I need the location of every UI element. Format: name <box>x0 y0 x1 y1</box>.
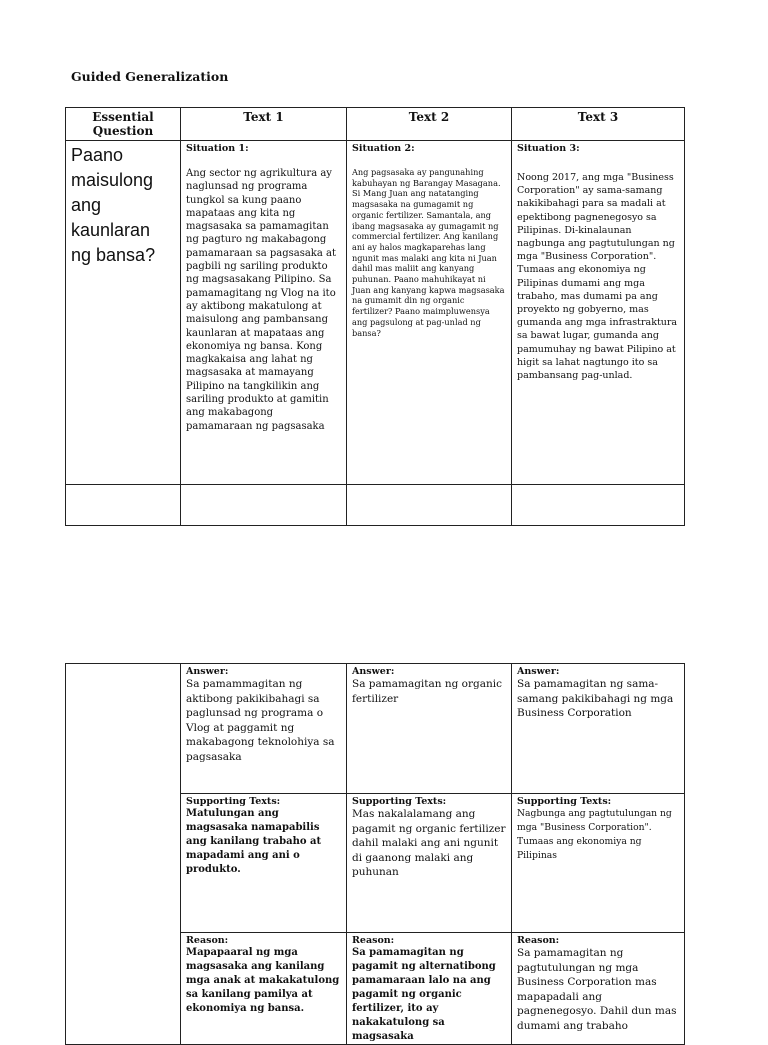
supporting-2-cell <box>347 794 512 933</box>
left-empty-cell <box>66 664 181 1045</box>
header-row <box>66 108 685 141</box>
answer-2-text: Sa pamamagitan ng organic fertilizer <box>352 678 503 705</box>
supporting-1-label: Supporting Texts: <box>186 796 281 807</box>
reason-1-text: Mapapaaral ng mga magsasaka ang kanilang mga anak at makakatulong sa kanilang pamilya at ekonomiya ng bansa. <box>186 947 340 1014</box>
supporting-3-label: Supporting Texts: <box>517 796 612 807</box>
supporting-1-text: Matulungan ang magsasaka namapabilis ang kanilang trabaho at mapadami ang ani o produkto. <box>186 808 322 875</box>
situation-3-text: Noong 2017, ang mga "Business Corporation" ay sama-samang nakikibahagi para sa madali at epektibong pagnenegosyo sa Pilipinas. Di-kinalaunan nagbunga ang pagtutulungan ng mga "Business Corporation". Tumaas ang ekonomiya ng Pilipinas dumami ang mga trabaho, mas dumami pa ang proyekto ng gobyerno, mas gumanda ang mga infrastraktura sa bawat lugar, gumanda ang pamumuhay ng bawat Pilipino at higit sa lahat nagtungo ito sa pambansang pag-unlad. <box>517 172 678 382</box>
situation-1-cell <box>181 141 347 485</box>
empty-cell <box>66 485 181 526</box>
answer-2-cell <box>347 664 512 794</box>
answers-table <box>65 663 685 1045</box>
supporting-3-cell <box>512 794 685 933</box>
answer-2-label: Answer: <box>352 666 395 677</box>
situation-2-label: Situation 2: <box>352 143 415 154</box>
situation-3-cell <box>512 141 685 485</box>
situation-row <box>66 141 685 485</box>
essential-question-text: Paano maisulong ang kaunlaran ng bansa? <box>66 141 181 485</box>
answer-3-text: Sa pamamagitan ng sama-samang pakikibahagi ng mga Business Corporation <box>517 678 674 719</box>
answer-1-text: Sa pamammagitan ng aktibong pakikibahagi sa paglunsad ng programa o Vlog at paggamit ng makabagong teknolohiya sa pagsasaka <box>186 678 335 763</box>
empty-cell <box>181 485 347 526</box>
reason-1-label: Reason: <box>186 935 229 946</box>
guided-generalization-table <box>65 107 685 526</box>
supporting-2-text: Mas nakalalamang ang pagamit ng organic fertilizer dahil malaki ang ani ngunit di gaanong malaki ang puhunan <box>352 808 506 878</box>
empty-cell <box>512 485 685 526</box>
supporting-3-text: Nagbunga ang pagtutulungan ng mga "Business Corporation". Tumaas ang ekonomiya ng Pilipinas <box>517 808 672 861</box>
answer-row <box>66 664 685 794</box>
answer-1-cell <box>181 664 347 794</box>
page-heading: Guided Generalization <box>71 69 229 84</box>
reason-2-label: Reason: <box>352 935 395 946</box>
situation-1-label: Situation 1: <box>186 143 249 154</box>
reason-2-cell <box>347 933 512 1045</box>
header-text-2: Text 2 <box>347 108 512 141</box>
supporting-2-label: Supporting Texts: <box>352 796 447 807</box>
situation-2-text: Ang pagsasaka ay pangunahing kabuhayan ng Barangay Masagana. Si Mang Juan ang natatanging magsasaka na gumagamit ng organic fertilizer. Samantala, ang ibang magsasaka ay gumagamit ng commercial fertilizer. Ang kanilang ani ay halos magkaparehas lang ngunit mas malaki ang kita ni Juan dahil mas maliit ang kanyang puhunan. Paano mahuhikayat ni Juan ang kanyang kapwa magsasaka na gumamit din ng organic fertilizer? Paano maimpluwensya ang pagsulong at pag-unlad ng bansa? <box>352 167 505 338</box>
supporting-1-cell <box>181 794 347 933</box>
situation-1-text: Ang sector ng agrikultura ay naglunsad ng programa tungkol sa kung paano mapataas ang kita ng magsasaka sa pamamagitan ng pagturo ng makabagong pamamaraan sa pagsasaka at pagbili ng sariling produkto ng magsasakang Pilipino. Sa pamamagitang ng Vlog na ito ay aktibong makatulong at maisulong ang pambansang kaunlaran at mapataas ang ekonomiya ng bansa. Kong magkakaisa ang lahat ng magsasaka at mamayang Pilipino na tangkilikin ang sariling produkto at gamitin ang makabagong pamamaraan ng pagsasaka <box>186 168 336 432</box>
answer-3-cell <box>512 664 685 794</box>
header-text-1: Text 1 <box>181 108 347 141</box>
situation-2-cell <box>347 141 512 485</box>
reason-1-cell <box>181 933 347 1045</box>
header-essential-question: Essential Question <box>66 108 181 141</box>
reason-3-cell <box>512 933 685 1045</box>
reason-3-text: Sa pamamagitan ng pagtutulungan ng mga Business Corporation mas mapapadali ang pagnenegosyo. Dahil dun mas dumami ang trabaho <box>517 947 677 1032</box>
header-text-3: Text 3 <box>512 108 685 141</box>
answer-1-label: Answer: <box>186 666 229 677</box>
reason-3-label: Reason: <box>517 935 560 946</box>
reason-2-text: Sa pamamagitan ng pagamit ng alternatibong pamamaraan lalo na ang pagamit ng organic fertilizer, ito ay nakakatulong sa magsasaka <box>352 947 496 1042</box>
empty-cell <box>347 485 512 526</box>
empty-row <box>66 485 685 526</box>
situation-3-label: Situation 3: <box>517 143 580 154</box>
answer-3-label: Answer: <box>517 666 560 677</box>
